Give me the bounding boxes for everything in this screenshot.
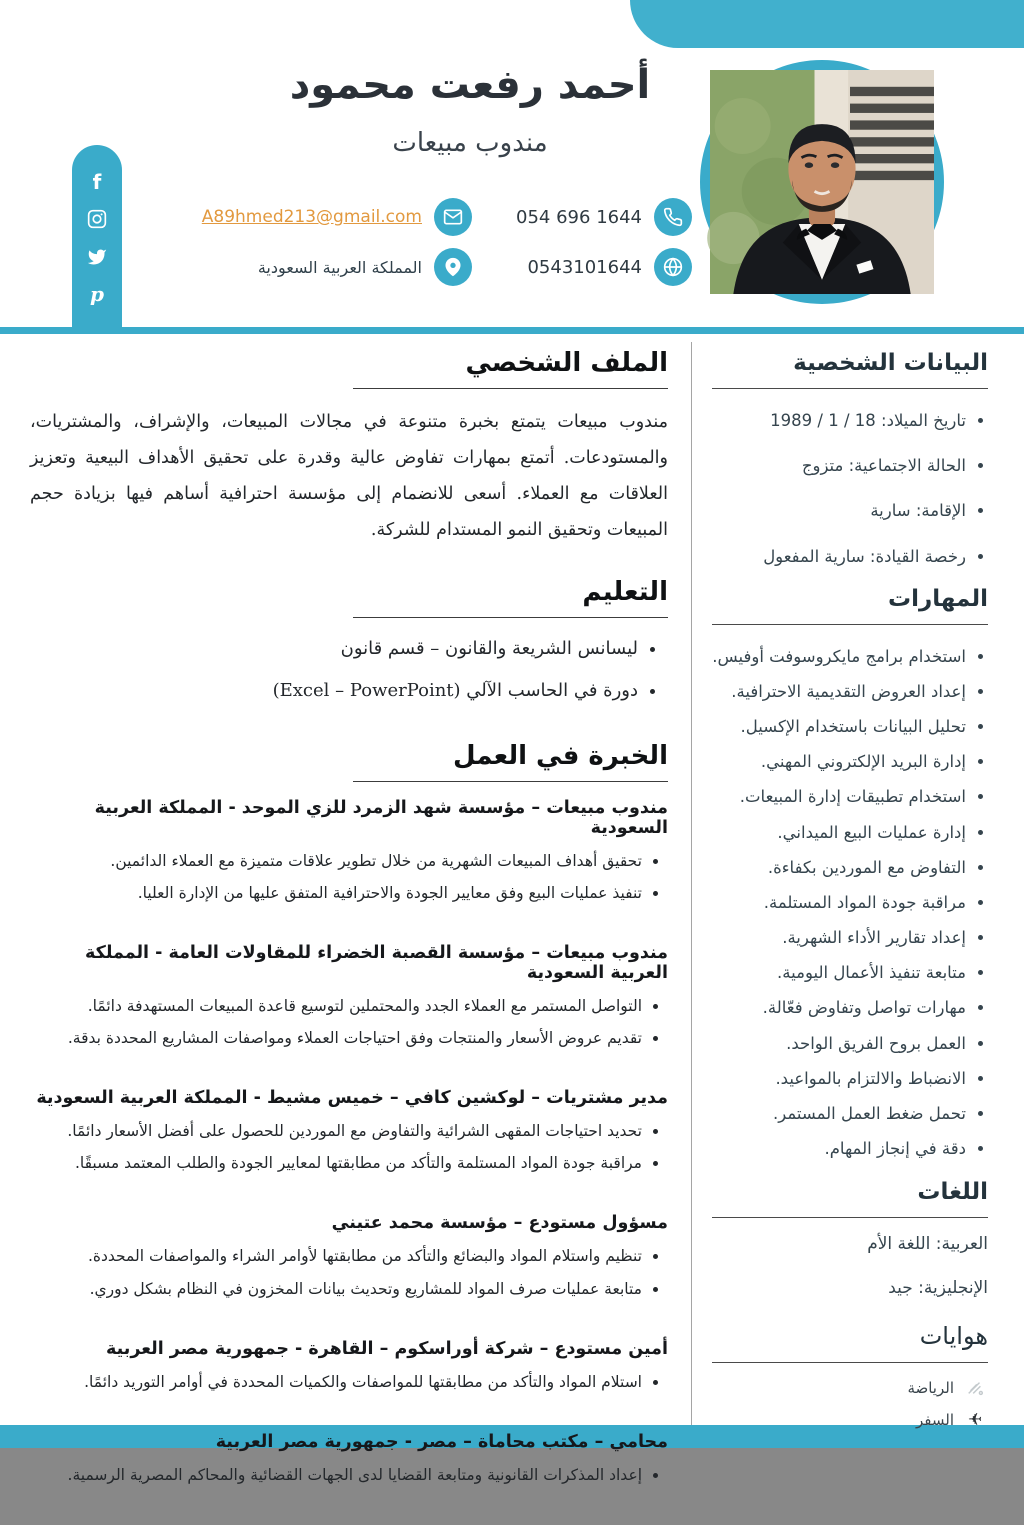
heading-rule <box>712 1362 988 1363</box>
skill-item: • الانضباط والالتزام بالمواعيد. <box>712 1063 966 1095</box>
globe-icon <box>654 248 692 286</box>
header-identity <box>250 62 690 158</box>
mail-icon <box>434 198 472 236</box>
job-bullet: • تحقيق أهداف المبيعات الشهرية من خلال تطوير علاقات متميزة مع العملاء الدائمين. <box>30 848 642 875</box>
portrait-illustration <box>710 70 934 294</box>
job-bullets <box>30 848 668 907</box>
profile-heading: الملف الشخصي <box>465 348 668 378</box>
location-pin-icon <box>434 248 472 286</box>
heading-rule <box>712 624 988 625</box>
email-link[interactable]: A89hmed213@gmail.com <box>201 207 422 227</box>
phone-icon <box>654 198 692 236</box>
job-bullets <box>30 1462 668 1489</box>
job-bullets <box>30 1243 668 1302</box>
heading-rule <box>353 388 668 389</box>
job-title: محامي – مكتب محاماة – مصر - جمهورية مصر العربية <box>215 1431 668 1452</box>
section-profile <box>30 348 668 549</box>
contact-secondary-phone <box>500 248 692 286</box>
personal-data-item: • رخصة القيادة: سارية المفعول <box>712 541 966 573</box>
job-bullet: • إعداد المذكرات القانونية ومتابعة القضايا لدى الجهات القضائية والمحاكم المصرية الرسمية. <box>30 1462 642 1489</box>
skill-item: • استخدام برامج مايكروسوفت أوفيس. <box>712 641 966 673</box>
profile-summary: مندوب مبيعات يتمتع بخبرة متنوعة في مجالات المبيعات، والإشراف، والمشتريات، والمستودعات. أتمتع بمهارات تفاوض عالية وقدرة على تحقيق الأهداف البيعية وتعزيز العلاقات مع العملاء. أسعى للانضمام إلى مؤسسة احترافية أساهم فيها بزيادة حجم المبيعات وتحقيق النمو المستدام للشركة. <box>30 412 668 540</box>
personal-data-item: • تاريخ الميلاد: 18 / 1 / 1989 <box>712 405 966 437</box>
header-corner-shape <box>630 0 1024 48</box>
job-bullet: • استلام المواد والتأكد من مطابقتها للمواصفات والكميات المحددة في أوامر التوريد دائمًا. <box>30 1369 642 1396</box>
language-item: العربية: اللغة الأم <box>867 1234 988 1255</box>
heading-rule <box>353 617 668 618</box>
job-title: مدير مشتريات – لوكشين كافي – خميس مشيط - المملكة العربية السعودية <box>36 1088 668 1109</box>
language-item: الإنجليزية: جيد <box>888 1278 988 1299</box>
skill-item: • دقة في إنجاز المهام. <box>712 1133 966 1165</box>
hobbies-heading: هوايات <box>919 1322 988 1351</box>
job-bullet: • التواصل المستمر مع العملاء الجدد والمحتملين لتوسيع قاعدة المبيعات المستهدفة دائمًا. <box>30 993 642 1020</box>
personal-data-list <box>712 405 988 573</box>
plane-icon: ✈ <box>967 1410 983 1431</box>
job-entry <box>30 943 668 1052</box>
candidate-name: أحمد رفعت محمود <box>289 62 651 108</box>
education-item: • دورة في الحاسب الآلي (Excel – PowerPoint) <box>30 676 638 707</box>
skill-item: • تحليل البيانات باستخدام الإكسيل. <box>712 711 966 743</box>
experience-heading: الخبرة في العمل <box>453 740 668 771</box>
skill-item: • تحمل ضغط العمل المستمر. <box>712 1098 966 1130</box>
skills-heading: المهارات <box>888 585 988 612</box>
sports-icon <box>966 1379 984 1397</box>
section-experience <box>30 741 668 1489</box>
skill-item: • متابعة تنفيذ الأعمال اليومية. <box>712 957 966 989</box>
job-entry <box>30 1339 668 1396</box>
heading-rule <box>712 1217 988 1218</box>
skill-item: • استخدام تطبيقات إدارة المبيعات. <box>712 781 966 813</box>
facebook-icon: f <box>92 169 102 194</box>
job-bullets <box>30 1369 668 1396</box>
job-title: مندوب مبيعات – مؤسسة شهد الزمرد للزي الموحد - المملكة العربية السعودية <box>94 797 668 838</box>
hobby-item <box>712 1411 984 1429</box>
section-languages <box>712 1179 988 1298</box>
heading-rule <box>353 781 668 782</box>
location-text: المملكة العربية السعودية <box>257 257 422 277</box>
languages-heading: اللغات <box>917 1179 988 1206</box>
pinterest-icon: p <box>90 282 104 307</box>
instagram-icon <box>86 208 108 230</box>
contact-location <box>225 248 472 286</box>
phone-number: 054 696 1644 <box>516 206 642 228</box>
main-column <box>30 348 668 1525</box>
job-entry <box>30 1088 668 1177</box>
job-title: أمين مستودع – شركة أوراسكوم – القاهرة - جمهورية مصر العربية <box>106 1338 668 1359</box>
social-links-pill <box>72 145 122 327</box>
heading-rule <box>712 388 988 389</box>
skill-item: • مراقبة جودة المواد المستلمة. <box>712 887 966 919</box>
job-entry <box>30 1432 668 1489</box>
column-divider <box>691 342 692 1425</box>
skill-item: • العمل بروح الفريق الواحد. <box>712 1028 966 1060</box>
contact-phone <box>500 198 692 236</box>
skill-item: • إدارة البريد الإلكتروني المهني. <box>712 746 966 778</box>
job-bullet: • تنظيم واستلام المواد والبضائع والتأكد من مطابقتها لأوامر الشراء والمواصفات المحددة. <box>30 1243 642 1270</box>
twitter-icon <box>86 246 108 268</box>
sidebar <box>712 350 988 1443</box>
job-bullets <box>30 1118 668 1177</box>
hobby-label: السفر <box>916 1411 954 1430</box>
job-bullet: • تنفيذ عمليات البيع وفق معايير الجودة والاحترافية المتفق عليها من الإدارة العليا. <box>30 880 642 907</box>
skill-item: • إعداد تقارير الأداء الشهرية. <box>712 922 966 954</box>
contact-email[interactable] <box>201 198 472 236</box>
job-bullet: • تحديد احتياجات المقهى الشرائية والتفاوض مع الموردين للحصول على أفضل الأسعار دائمًا. <box>30 1118 642 1145</box>
header-separator-band <box>0 327 1024 334</box>
profile-photo <box>700 60 944 304</box>
section-skills <box>712 586 988 1166</box>
job-bullets <box>30 993 668 1052</box>
skill-item: • إدارة عمليات البيع الميداني. <box>712 817 966 849</box>
hobby-item <box>712 1379 984 1397</box>
secondary-phone-number: 0543101644 <box>527 256 642 278</box>
section-hobbies <box>712 1322 988 1429</box>
skills-list <box>712 641 988 1166</box>
personal-data-item: • الإقامة: سارية <box>712 495 966 527</box>
candidate-job-title: مندوب مبيعات <box>392 128 548 158</box>
job-title: مسؤول مستودع – مؤسسة محمد عتيني <box>331 1213 668 1234</box>
job-entry <box>30 1213 668 1302</box>
job-bullet: • متابعة عمليات صرف المواد للمشاريع وتحديث بيانات المخزون في النظام بشكل دوري. <box>30 1276 642 1303</box>
section-education <box>30 577 668 707</box>
personal-data-heading: البيانات الشخصية <box>793 350 988 376</box>
job-entry <box>30 798 668 907</box>
section-personal-data <box>712 350 988 573</box>
job-title: مندوب مبيعات – مؤسسة القصبة الخضراء للمقاولات العامة - المملكة العربية السعودية <box>85 942 668 983</box>
skill-item: • التفاوض مع الموردين بكفاءة. <box>712 852 966 884</box>
skill-item: • مهارات تواصل وتفاوض فعّالة. <box>712 992 966 1024</box>
education-heading: التعليم <box>582 576 668 607</box>
skill-item: • إعداد العروض التقديمية الاحترافية. <box>712 676 966 708</box>
hobby-label: الرياضة <box>907 1379 954 1398</box>
job-bullet: • تقديم عروض الأسعار والمنتجات وفق احتياجات العملاء ومواصفات المشاريع المحددة بدقة. <box>30 1025 642 1052</box>
education-list <box>30 634 668 707</box>
personal-data-item: • الحالة الاجتماعية: متزوج <box>712 450 966 482</box>
education-item: • ليسانس الشريعة والقانون – قسم قانون <box>30 634 638 665</box>
job-bullet: • مراقبة جودة المواد المستلمة والتأكد من مطابقتها لمعايير الجودة والطلب المعتمد مسبقًا. <box>30 1150 642 1177</box>
